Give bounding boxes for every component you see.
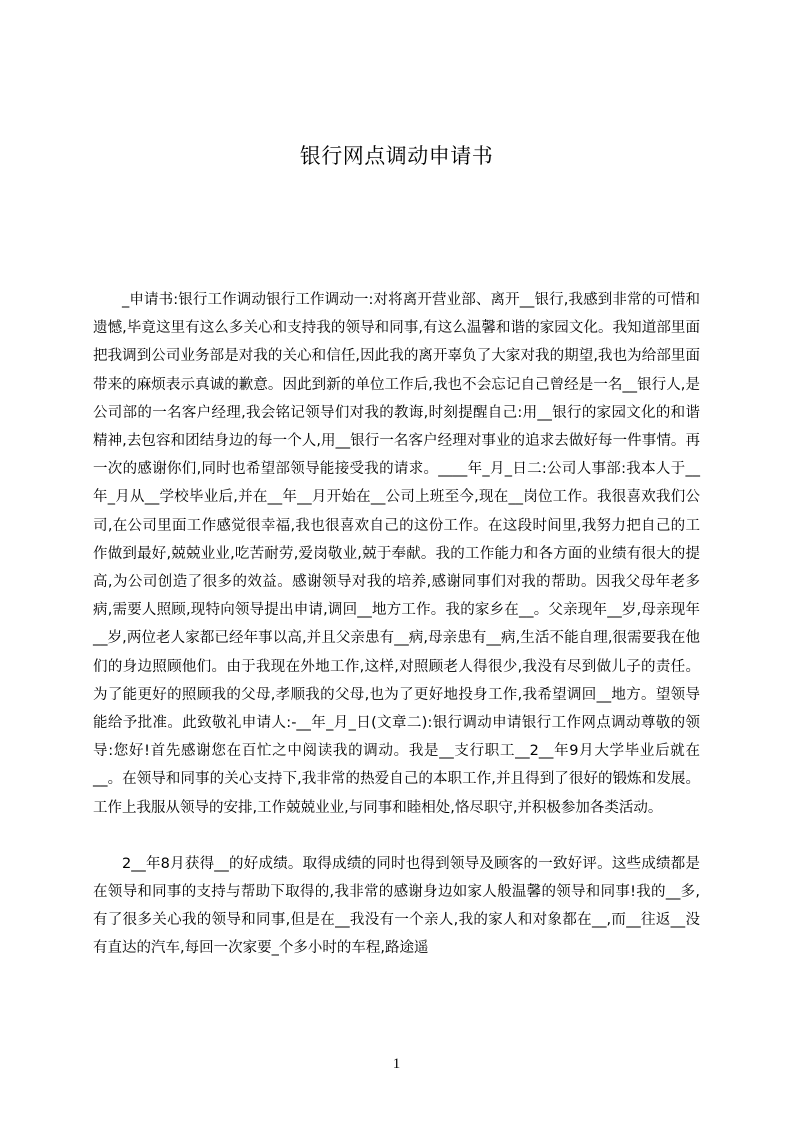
- page-number: 1: [392, 1056, 401, 1072]
- body-paragraph: 2__年8月获得__的好成绩。取得成绩的同时也得到领导及顾客的一致好评。这些成绩都是在领导和同事的支持与帮助下取得的,我非常的感谢身边如家人般温馨的领导和同事!我的__多,有了很多关心我的领导和同事,但是在__我没有一个亲人,我的家人和对象都在__,而__往返__没有直达的汽车,每回一次家要_个多小时的车程,路途遥: [93, 855, 700, 957]
- document-body: [93, 286, 700, 963]
- body-paragraph: _申请书:银行工作调动银行工作调动一:对将离开营业部、离开__银行,我感到非常的可惜和遗憾,毕竟这里有这么多关心和支持我的领导和同事,有这么温馨和谐的家园文化。我知道部里面把我调到公司业务部是对我的关心和信任,因此我的离开辜负了大家对我的期望,我也为给部里面带来的麻烦表示真诚的歉意。因此到新的单位工作后,我也不会忘记自己曾经是一名__银行人,是公司部的一名客户经理,我会铭记领导们对我的教诲,时刻提醒自己:用__银行的家园文化的和谐精神,去包容和团结身边的每一个人,用__银行一名客户经理对事业的追求去做好每一件事情。再一次的感谢你们,同时也希望部领导能接受我的请求。____年_月_日二:公司人事部:我本人于__年_月从__学校毕业后,并在__年__月开始在__公司上班至今,现在__岗位工作。我很喜欢我们公司,在公司里面工作感觉很幸福,我也很喜欢自己的这份工作。在这段时间里,我努力把自己的工作做到最好,兢兢业业,吃苦耐劳,爱岗敬业,兢于奉献。我的工作能力和各方面的业绩有很大的提高,为公司创造了很多的效益。感谢领导对我的培养,感谢同事们对我的帮助。因我父母年老多病,需要人照顾,现特向领导提出申请,调回__地方工作。我的家乡在__。父亲现年__岁,母亲现年__岁,两位老人家都已经年事以高,并且父亲患有__病,母亲患有__病,生活不能自理,很需要我在他们的身边照顾他们。由于我现在外地工作,这样,对照顾老人得很少,我没有尽到做儿子的责任。为了能更好的照顾我的父母,孝顺我的父母,也为了更好地投身工作,我希望调回__地方。望领导能给予批准。此致敬礼申请人:-__年_月_日(文章二):银行调动申请银行工作网点调动尊敬的领导:您好!首先感谢您在百忙之中阅读我的调动。我是__支行职工__2__年9月大学毕业后就在__。在领导和同事的关心支持下,我非常的热爱自己的本职工作,并且得到了很好的锻炼和发展。工作上我服从领导的安排,工作兢兢业业,与同事和睦相处,恪尽职守,并积极参加各类活动。: [93, 292, 700, 816]
- document-title: 银行网点调动申请书: [299, 144, 494, 168]
